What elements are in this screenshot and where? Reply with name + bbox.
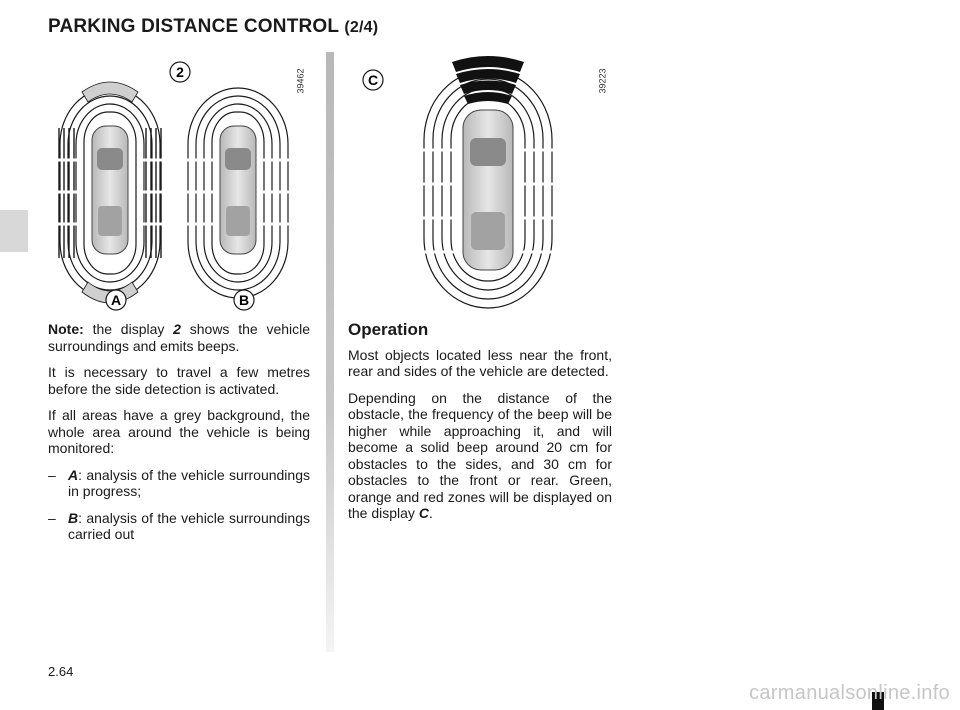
marker-b [234,290,254,310]
list-item-text: : analysis of the vehicle surroundings carried out [68,509,310,542]
diagram-displays-a-b [42,52,322,314]
note-text-post: shows the vehicle surroundings and emits beeps. [48,321,311,354]
list-item-b [48,510,310,543]
display-b [184,88,292,298]
diagram-display-c [360,52,620,314]
beep-frequency-paragraph [348,390,612,522]
display-c [420,56,556,308]
page-title [48,16,378,38]
chapter-tab [0,210,28,252]
svg-text:C: C [367,72,379,88]
list-dash: – [48,509,56,526]
car-icon-c [463,110,513,270]
note-text-pre: the display [92,321,165,337]
travel-paragraph: It is necessary to travel a few metres before the side detection is activated. [48,364,310,397]
list-item-a [48,467,310,500]
note-display-ref: 2 [173,321,181,337]
beep-frequency-end: . [428,505,433,521]
list-item-text: : analysis of the vehicle surroundings in progress; [68,466,310,499]
page-part-indicator: (2/4) [344,19,379,36]
list-item-key: A [68,466,79,483]
figure-code-left: 39462 [295,68,306,94]
list-item-key: B [68,509,79,526]
list-dash: – [48,466,56,483]
svg-text:A: A [110,292,122,308]
marker-a [106,290,126,310]
grey-background-paragraph: If all areas have a grey background, the whole area around the vehicle is being monitored: [48,407,310,456]
svg-text:2: 2 [176,64,184,80]
display-ref-c: C [418,505,429,521]
right-column [348,322,612,532]
watermark: carmanualsonline.info [749,682,950,704]
svg-text:B: B [238,292,250,308]
note-label: Note: [48,321,84,337]
car-icon-b [220,126,256,254]
display-a [56,82,164,303]
section-heading: Operation [348,320,429,339]
figure-code-right: 39223 [597,68,608,94]
note-paragraph [48,321,310,354]
column-divider [326,52,334,652]
left-column [48,321,310,553]
page-title-text: PARKING DISTANCE CONTROL [48,16,339,37]
marker-c [363,70,383,90]
detection-paragraph: Most objects located less near the front, rear and sides of the vehicle are detected. [348,346,612,379]
marker-2 [170,62,190,82]
page-number: 2.64 [48,664,74,679]
beep-frequency-text: Depending on the distance of the obstacle, the frequency of the beep will be higher while approaching it, and will become a solid beep around 20 cm for obstacles to the sides, and 30 cm for obstacles to the front or rear. Green, orange and red zones will be displayed on the display [348,389,612,521]
car-icon-a [92,126,128,254]
